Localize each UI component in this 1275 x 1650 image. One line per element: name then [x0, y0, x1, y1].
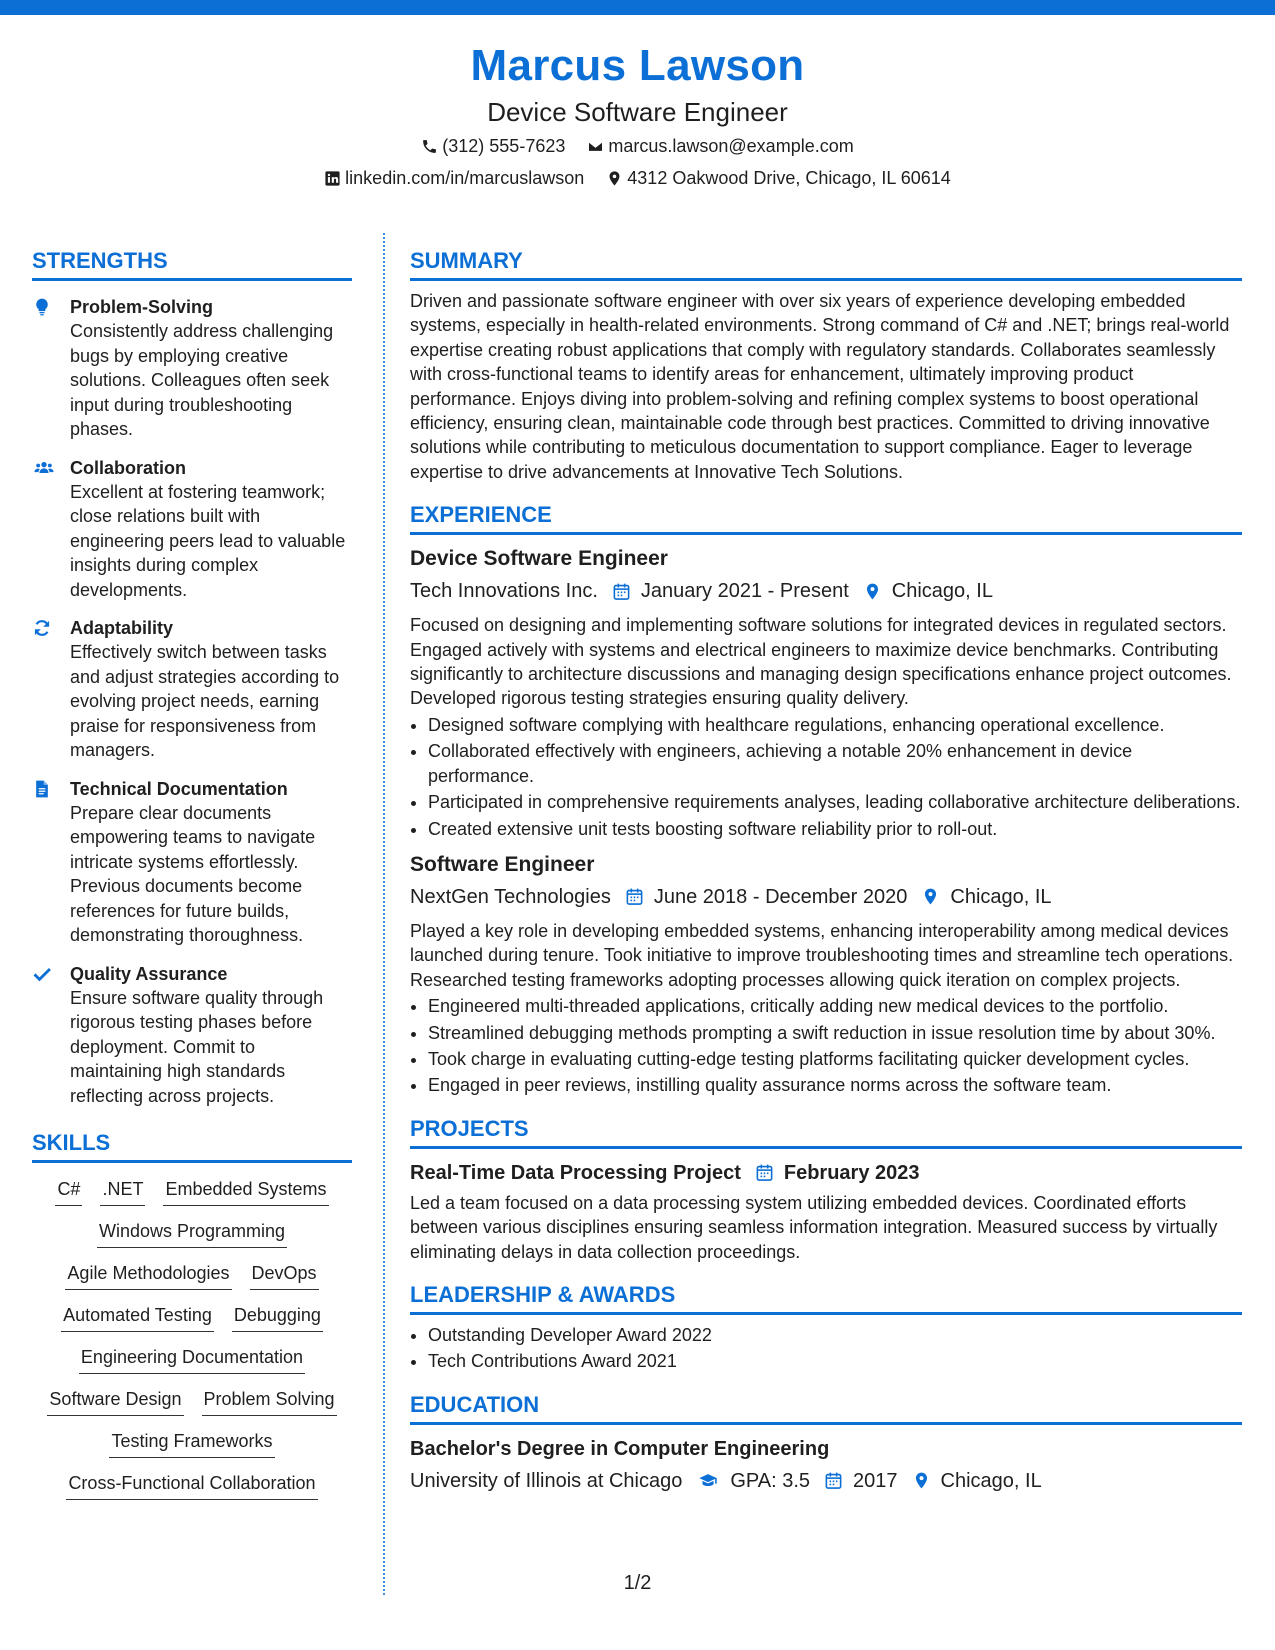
project-date: February 2023 [783, 1161, 920, 1184]
skill-tag: C# [55, 1177, 82, 1206]
phone-text: (312) 555-7623 [442, 136, 566, 156]
right-column [410, 248, 1242, 1495]
strengths-heading: STRENGTHS [32, 248, 352, 281]
strength-desc: Effectively switch between tasks and adjust strategies according to evolving project needs, earning praise for responsiveness from managers. [70, 642, 340, 760]
skill-tag: Agile Methodologies [65, 1261, 231, 1290]
strength-desc: Excellent at fostering teamwork; close relations built with engineering peers lead to valuable insights during complex developments. [70, 481, 346, 600]
skills-row [79, 1345, 305, 1374]
map-pin-icon [863, 582, 882, 601]
job-bullet: • Streamlined debugging methods prompting a swift reduction in issue resolution time by about 30%. [428, 1021, 1242, 1045]
address-text: 4312 Oakwood Drive, Chicago, IL 60614 [627, 168, 951, 188]
awards-list [410, 1323, 1242, 1374]
strength-title: Quality Assurance [70, 963, 228, 984]
degree-title: Bachelor's Degree in Computer Engineering [410, 1437, 830, 1460]
skill-tag: Cross-Functional Collaboration [66, 1471, 317, 1500]
company-name: NextGen Technologies [410, 885, 611, 908]
check-icon [32, 964, 52, 984]
map-pin-icon [921, 887, 940, 906]
education-entry [410, 1435, 1242, 1495]
skill-tag: Windows Programming [97, 1219, 287, 1248]
school-name: University of Illinois at Chicago [410, 1469, 683, 1492]
calendar-icon [755, 1163, 774, 1182]
job-bullet: • Designed software complying with healthcare regulations, enhancing operational excellence. [428, 713, 1242, 737]
skill-tag: Debugging [232, 1303, 323, 1332]
calendar-icon [612, 582, 631, 601]
page-number: 1/2 [623, 1572, 652, 1594]
users-icon [32, 458, 56, 478]
experience-heading: EXPERIENCE [410, 502, 1242, 535]
project-entry [410, 1159, 1242, 1264]
job-title: Software Engineer [410, 852, 595, 876]
strength-item [32, 295, 352, 442]
map-pin-icon [912, 1471, 931, 1490]
education-location: Chicago, IL [940, 1469, 1042, 1492]
education-heading: EDUCATION [410, 1392, 1242, 1425]
education-meta [410, 1467, 1242, 1495]
strength-title: Adaptability [70, 618, 174, 638]
left-column [32, 248, 352, 1500]
skill-tag: Problem Solving [202, 1387, 337, 1416]
linkedin-contact[interactable] [324, 166, 584, 190]
project-meta [410, 1159, 1242, 1187]
strength-item [32, 616, 352, 763]
skill-tag: Engineering Documentation [79, 1345, 305, 1374]
skills-heading: SKILLS [32, 1130, 352, 1163]
job-bullet: • Engaged in peer reviews, instilling quality assurance norms across the software team. [428, 1073, 1242, 1097]
job-bullet: • Created extensive unit tests boosting software reliability prior to roll-out. [428, 817, 1242, 841]
graduation-year: 2017 [853, 1469, 898, 1492]
job-dates: January 2021 - Present [640, 580, 849, 603]
strength-item [32, 456, 352, 603]
skill-tag: Embedded Systems [163, 1177, 328, 1206]
job-bullet: • Collaborated effectively with engineers, achieving a notable 20% enhancement in device performance. [428, 739, 1242, 788]
calendar-icon [824, 1471, 843, 1490]
envelope-icon [587, 138, 604, 155]
skills-row [109, 1429, 274, 1458]
column-divider [383, 233, 385, 1595]
resume-header [0, 40, 1275, 190]
skills-row [47, 1387, 336, 1416]
address-contact [606, 166, 951, 190]
skills-row [55, 1177, 328, 1206]
job-location: Chicago, IL [950, 885, 1052, 908]
strength-title: Collaboration [70, 457, 186, 478]
job-bullets [410, 713, 1242, 841]
top-accent-bar [0, 0, 1275, 15]
job-location: Chicago, IL [891, 580, 993, 603]
candidate-title: Device Software Engineer [487, 97, 788, 127]
job-description: Focused on designing and implementing software solutions for integrated devices in regulated sectors. Engaged actively with systems and electrical engineers to maximize device benchmarks. Contributing significantly to architecture discussions and managing design specifications enhance project outcomes. Developed rigorous testing strategies ensuring quality delivery. [410, 615, 1232, 709]
job-title: Device Software Engineer [410, 547, 668, 571]
skills-row [66, 1471, 317, 1500]
skill-tag: DevOps [250, 1261, 319, 1290]
email-contact[interactable] [587, 134, 853, 158]
sync-icon [32, 618, 52, 638]
linkedin-text[interactable]: linkedin.com/in/marcuslawson [345, 168, 585, 188]
gpa-text: GPA: 3.5 [730, 1469, 811, 1492]
job-bullet: • Participated in comprehensive requirements analyses, leading collaborative architecture deliberations. [428, 790, 1242, 814]
linkedin-icon [324, 170, 341, 187]
skills-list [32, 1173, 352, 1500]
phone-icon [421, 138, 438, 155]
strength-desc: Consistently address challenging bugs by employing creative solutions. Colleagues often seek input during troubleshooting phases. [70, 321, 334, 439]
strength-item [32, 962, 352, 1109]
leadership-heading: LEADERSHIP & AWARDS [410, 1282, 1242, 1315]
job-entry [410, 851, 1242, 1098]
contact-row-2 [0, 166, 1275, 190]
project-description: Led a team focused on a data processing system utilizing embedded devices. Coordinated efforts between various disciplines ensuring seamless information integration. Measured success by virtually eliminating delays in data collection proceedings. [410, 1192, 1218, 1262]
summary-heading: SUMMARY [410, 248, 1242, 281]
job-bullets [410, 994, 1242, 1098]
skill-tag: Testing Frameworks [109, 1429, 274, 1458]
lightbulb-icon [32, 297, 52, 317]
skill-tag: Automated Testing [61, 1303, 214, 1332]
job-description: Played a key role in developing embedded systems, enhancing interoperability among medical devices launched during tenure. Took initiative to improve troubleshooting times and streamline tech operations. Researched testing frameworks adopting processes allowing quick iteration on complex projects. [410, 920, 1234, 990]
job-bullet: • Engineered multi-threaded applications, critically adding new medical devices to the portfolio. [428, 994, 1242, 1018]
project-title: Real-Time Data Processing Project [410, 1161, 741, 1184]
job-bullet: • Took charge in evaluating cutting-edge testing platforms facilitating quicker development cycles. [428, 1047, 1242, 1071]
graduation-cap-icon [696, 1471, 720, 1490]
strength-title: Technical Documentation [70, 778, 288, 799]
skill-tag: .NET [100, 1177, 145, 1206]
skills-row [65, 1261, 318, 1290]
award-item: • Outstanding Developer Award 2022 [428, 1323, 1242, 1347]
document-icon [32, 779, 52, 799]
company-name: Tech Innovations Inc. [410, 580, 598, 603]
award-item: • Tech Contributions Award 2021 [428, 1349, 1242, 1373]
email-text[interactable]: marcus.lawson@example.com [608, 136, 854, 156]
strength-item [32, 777, 352, 948]
phone-contact [421, 134, 565, 158]
job-meta [410, 883, 1242, 911]
candidate-name: Marcus Lawson [470, 41, 805, 90]
strength-desc: Ensure software quality through rigorous testing phases before deployment. Commit to maintaining high standards reflecting across projects. [70, 987, 324, 1106]
map-pin-icon [606, 170, 623, 187]
job-dates: June 2018 - December 2020 [653, 885, 908, 908]
contact-row-1 [0, 134, 1275, 158]
skills-row [61, 1303, 323, 1332]
skill-tag: Software Design [47, 1387, 183, 1416]
skills-row [97, 1219, 287, 1248]
job-entry [410, 545, 1242, 841]
summary-text: Driven and passionate software engineer with over six years of experience developing embedded systems, especially in health-related environments. Strong command of C# and .NET; brings real-world expertise creating robust applications that comply with regulatory standards. Collaborates seamlessly with cross-functional teams to identify areas for enhancement, ultimately improving product performance. Enjoys diving into problem-solving and refining complex systems to boost operational efficiency, ensuring clean, maintainable code through best practices. Committed to driving innovative solutions while contributing to meticulous documentation to support compliance. Eager to leverage expertise to drive advancements at Innovative Tech Solutions. [410, 291, 1230, 482]
job-meta [410, 577, 1242, 605]
projects-heading: PROJECTS [410, 1116, 1242, 1149]
strength-desc: Prepare clear documents empowering teams to navigate intricate systems effortlessly. Previous documents become references for future builds, demonstrating thoroughness. [70, 802, 316, 945]
strength-title: Problem-Solving [70, 297, 214, 317]
calendar-icon [625, 887, 644, 906]
